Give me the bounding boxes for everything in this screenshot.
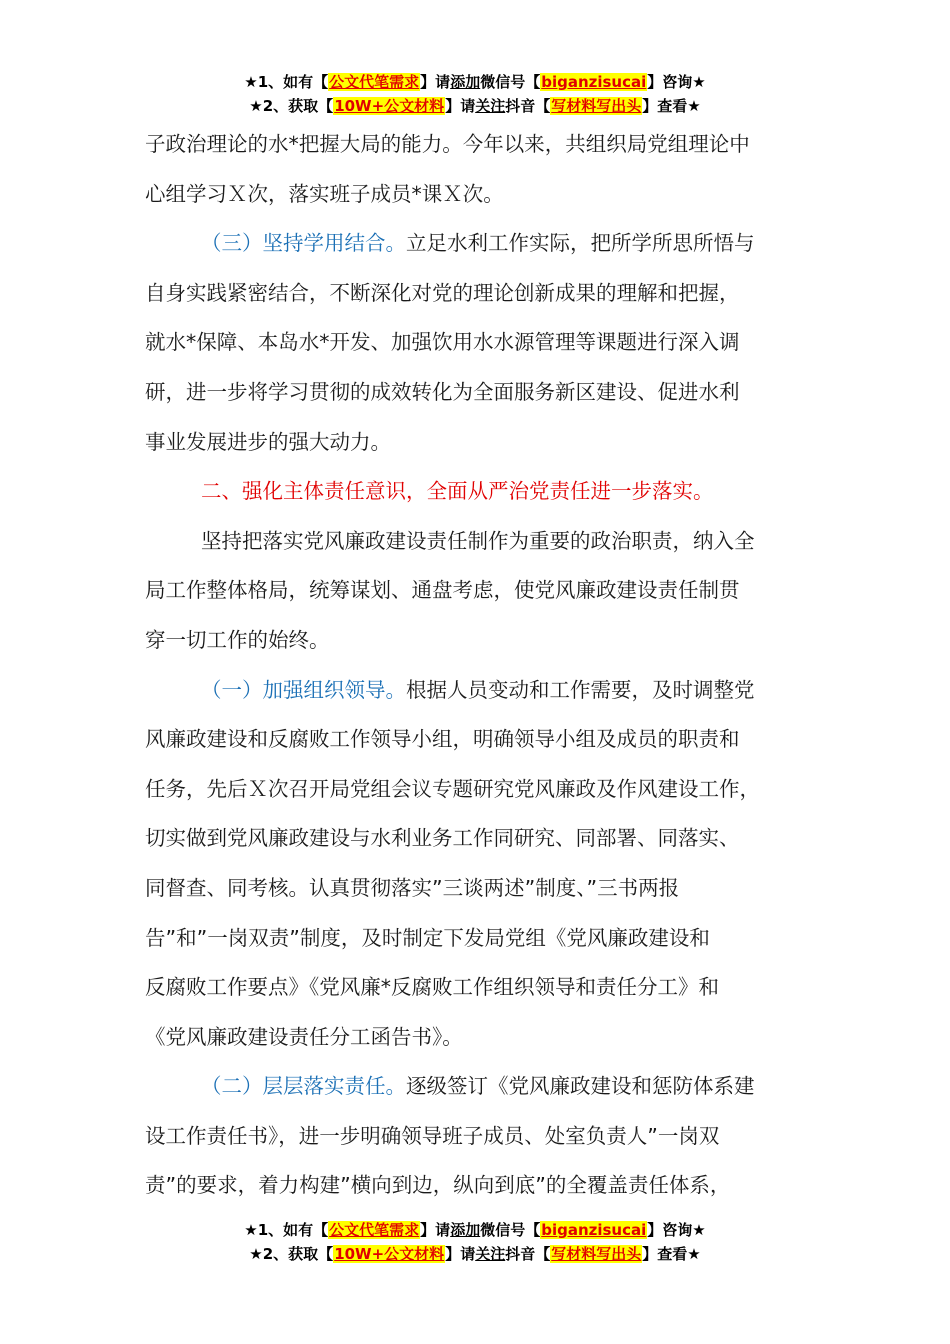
text-line: 《党风廉政建设责任分工函告书》。: [145, 1024, 463, 1049]
text-line: 自身实践紧密结合，不断深化对党的理论创新成果的理解和把握，: [145, 280, 740, 305]
highlight-ghostwriting: 公文代笔需求: [329, 73, 420, 91]
text-line: 责”的要求，着力构建”横向到边，纵向到底”的全覆盖责任体系，: [145, 1173, 731, 1198]
text-line: 穿一切工作的始终。: [145, 627, 330, 652]
text-line: 子政治理论的水*把握大局的能力。今年以来，共组织局党组理论中: [145, 132, 750, 156]
text-line: 研，进一步将学习贯彻的成效转化为全面服务新区建设、促进水利: [145, 379, 740, 404]
star-icon: ★: [244, 73, 258, 91]
banner-line-2: ★2、获取【10W+公文材料】请关注抖音【写材料写出头】查看★: [249, 97, 701, 115]
subheading-line: （二）层层落实责任。逐级签订《党风廉政建设和惩防体系建: [201, 1074, 755, 1099]
subheading: （二）层层落实责任。: [201, 1074, 406, 1099]
star-icon: ★: [249, 1245, 263, 1263]
text-line: 就水*保障、本岛水*开发、加强饮用水水源管理等课题进行深入调: [145, 330, 740, 355]
section-heading: 二、强化主体责任意识，全面从严治党责任进一步落实。: [201, 479, 714, 504]
star-icon: ★: [249, 97, 263, 115]
text-line: 局工作整体格局，统筹谋划、通盘考虑，使党风廉政建设责任制贯: [145, 578, 740, 603]
subheading: （三）坚持学用结合。: [201, 231, 406, 256]
highlight-wechat-id: biganzisucai: [541, 73, 647, 91]
banner-line-1: ★1、如有【公文代笔需求】请添加微信号【biganzisucai】咨询★: [244, 1221, 706, 1239]
highlight-douyin: 写材料写出头: [551, 97, 642, 115]
text-line: 切实做到党风廉政建设与水利业务工作同研究、同部署、同落实、: [145, 826, 740, 851]
text-line: 风廉政建设和反腐败工作领导小组，明确领导小组及成员的职责和: [145, 727, 740, 752]
banner-line-2: ★2、获取【10W+公文材料】请关注抖音【写材料写出头】查看★: [249, 1245, 701, 1263]
document-body: [145, 120, 825, 1211]
text-line: 坚持把落实党风廉政建设责任制作为重要的政治职责，纳入全: [201, 528, 755, 553]
highlight-materials: 10W+公文材料: [334, 1245, 445, 1263]
banner-line-1: ★1、如有【公文代笔需求】请添加微信号【biganzisucai】咨询★: [244, 73, 706, 91]
subheading: （一）加强组织领导。: [201, 677, 406, 702]
text-line: 告”和”一岗双责”制度，及时制定下发局党组《党风廉政建设和: [145, 925, 710, 950]
highlight-materials: 10W+公文材料: [334, 97, 445, 115]
text-line: 反腐败工作要点》《党风廉*反腐败工作组织领导和责任分工》和: [145, 975, 719, 1000]
text-line: 事业发展进步的强大动力。: [145, 429, 391, 454]
text-line: 同督查、同考核。认真贯彻落实”三谈两述”制度、”三书两报: [145, 875, 680, 900]
highlight-douyin: 写材料写出头: [551, 1245, 642, 1263]
bottom-banner: [0, 1218, 950, 1266]
subheading-line: （三）坚持学用结合。立足水利工作实际，把所学所思所悟与: [201, 231, 755, 256]
subheading-line: （一）加强组织领导。根据人员变动和工作需要，及时调整党: [201, 677, 755, 702]
star-icon: ★: [244, 1221, 258, 1239]
highlight-wechat-id: biganzisucai: [541, 1221, 647, 1239]
text-line: 心组学习Ｘ次，落实班子成员*课Ｘ次。: [145, 181, 504, 206]
top-banner: [0, 70, 950, 118]
highlight-ghostwriting: 公文代笔需求: [329, 1221, 420, 1239]
text-line: 设工作责任书》，进一步明确领导班子成员、处室负责人”一岗双: [145, 1123, 720, 1148]
text-line: 任务，先后Ｘ次召开局党组会议专题研究党风廉政及作风建设工作，: [145, 776, 760, 801]
